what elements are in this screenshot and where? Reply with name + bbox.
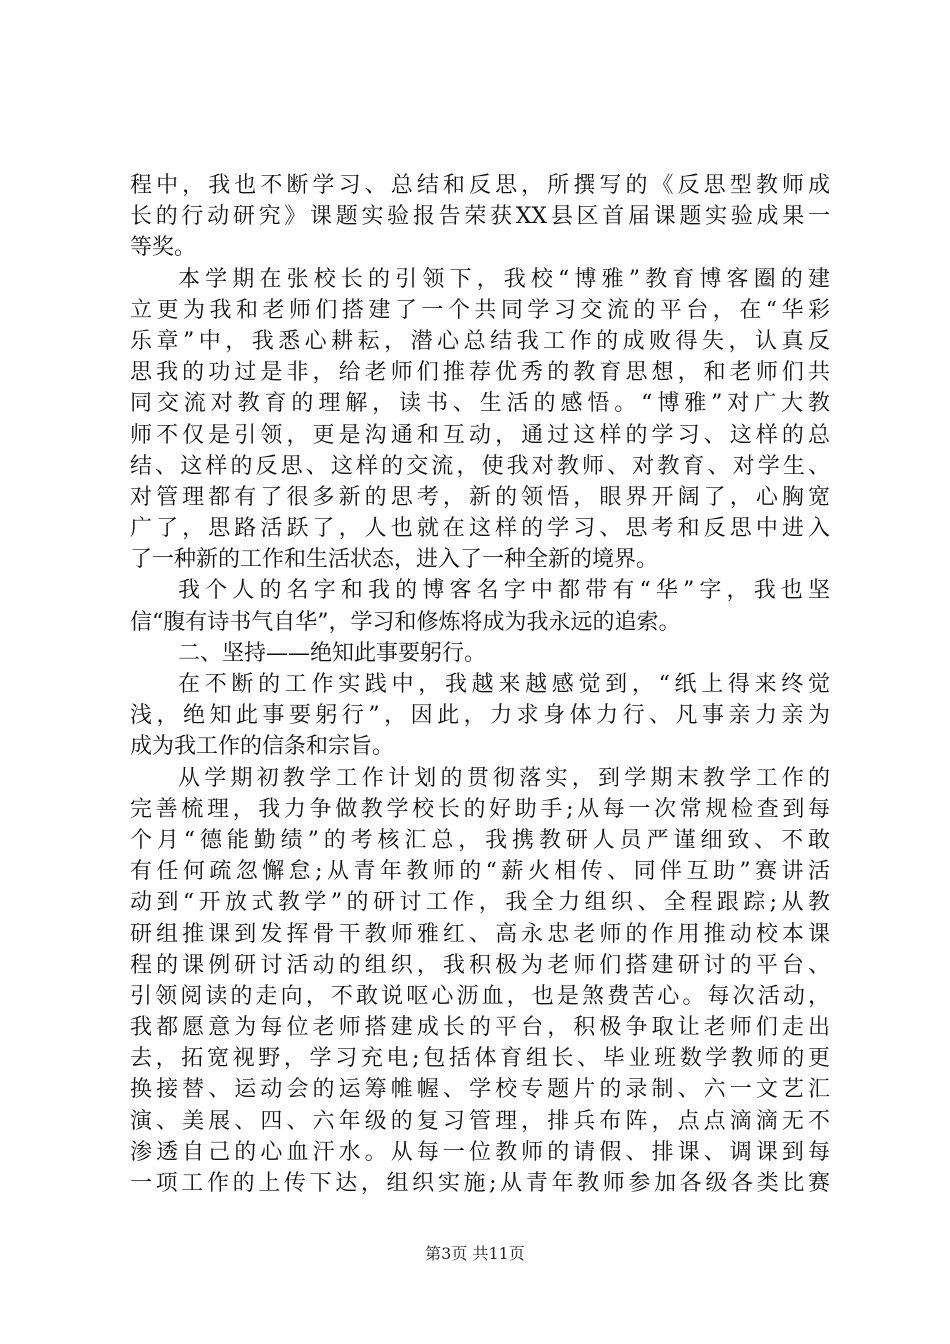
text-line: 信“腹有诗书气自华”，学习和修炼将成为我永远的追索。	[130, 609, 681, 635]
text-line: 个月“德能勤绩”的考核汇总，我携教研人员严谨细致、不敢	[130, 827, 830, 853]
text-line: 本学期在张校长的引领下，我校“博雅”教育博客圈的建	[178, 266, 830, 292]
text-line: 长的行动研究》课题实验报告荣获XX县区首届课题实验成果一	[130, 204, 830, 230]
text-line: 成为我工作的信条和宗旨。	[130, 734, 395, 760]
text-line: 我都愿意为每位老师搭建成长的平台，积极争取让老师们走出	[130, 1015, 830, 1041]
text-line: 演、美展、四、六年级的复习管理，排兵布阵，点点滴滴无不	[130, 1108, 830, 1134]
text-line: 程中，我也不断学习、总结和反思，所撰写的《反思型教师成	[130, 173, 830, 198]
text-line: 广了，思路活跃了，人也就在这样的学习、思考和反思中进入	[130, 516, 830, 542]
text-line: 有任何疏忽懈怠;从青年教师的“薪火相传、同伴互助”赛讲活	[130, 859, 830, 885]
text-line: 在不断的工作实践中，我越来越感觉到，“纸上得来终觉	[178, 672, 830, 697]
text-line: 结、这样的反思、这样的交流，使我对教师、对教育、对学生、	[130, 453, 830, 479]
text-line: 乐章”中，我悉心耕耘，潜心总结我工作的成败得失，认真反	[130, 328, 830, 354]
text-line: 去，拓宽视野，学习充电;包括体育组长、毕业班数学教师的更	[130, 1046, 830, 1072]
text-line: 我个人的名字和我的博客名字中都带有“华”字，我也坚	[178, 578, 830, 604]
text-line: 引领阅读的走向，不敢说呕心沥血，也是煞费苦心。每次活动，	[130, 983, 830, 1009]
text-line: 程的课例研讨活动的组织，我积极为老师们搭建研讨的平台、	[130, 952, 830, 978]
text-line: 等奖。	[130, 235, 197, 261]
text-line: 对管理都有了很多新的思考，新的领悟，眼界开阔了，心胸宽	[130, 484, 830, 510]
text-line: 同交流对教育的理解，读书、生活的感悟。“博雅”对广大教	[130, 391, 830, 417]
text-line: 思我的功过是非，给老师们推荐优秀的教育思想，和老师们共	[130, 360, 830, 386]
text-line: 二、坚持——绝知此事要躬行。	[178, 640, 487, 666]
document-body	[130, 170, 830, 1199]
text-line: 浅，绝知此事要躬行”，因此，力求身体力行、凡事亲力亲为	[130, 703, 830, 729]
text-line: 一项工作的上传下达，组织实施;从青年教师参加各级各类比赛	[130, 1171, 830, 1196]
text-line: 立更为我和老师们搭建了一个共同学习交流的平台，在“华彩	[130, 297, 830, 323]
text-line: 研组推课到发挥骨干教师雅红、高永忠老师的作用推动校本课	[130, 921, 830, 947]
text-line: 师不仅是引领，更是沟通和互动，通过这样的学习、这样的总	[130, 422, 830, 448]
page-footer: 第3页 共11页	[425, 1244, 525, 1263]
text-line: 换接替、运动会的运筹帷幄、学校专题片的录制、六一文艺汇	[130, 1077, 830, 1103]
text-line: 动到“开放式教学”的研讨工作，我全力组织、全程跟踪;从教	[130, 890, 830, 916]
text-line: 完善梳理，我力争做教学校长的好助手;从每一次常规检查到每	[130, 796, 830, 822]
text-line: 从学期初教学工作计划的贯彻落实，到学期末教学工作的	[178, 765, 830, 791]
text-line: 了一种新的工作和生活状态，进入了一种全新的境界。	[130, 547, 659, 573]
text-line: 渗透自己的心血汗水。从每一位教师的请假、排课、调课到每	[130, 1139, 830, 1165]
